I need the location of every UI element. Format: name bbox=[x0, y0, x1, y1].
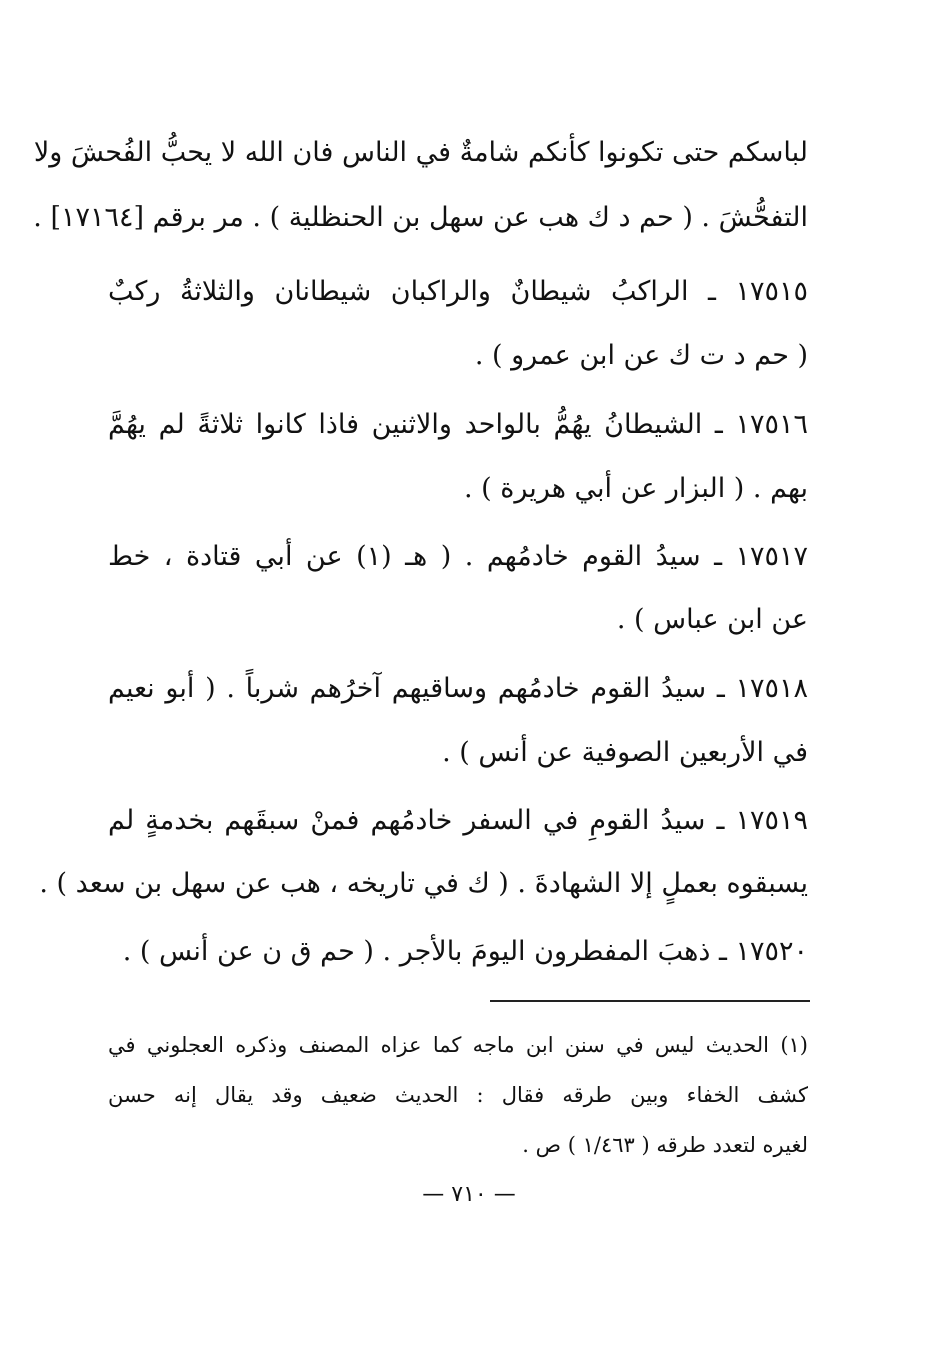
text-line-2: التفحُّشَ . ( حم د ك هب عن سهل بن الحنظلية ) . مر برقم [١٧١٦٤] . bbox=[33, 202, 808, 233]
hadith-17517-line-2: عن ابن عباس ) . bbox=[616, 604, 808, 635]
hadith-17515-line-1: ١٧٥١٥ ـ الراكبُ شيطانٌ والراكبان شيطانان والثلاثةُ ركبٌ bbox=[108, 276, 808, 307]
hadith-17518-line-1: ١٧٥١٨ ـ سيدُ القوم خادمُهم وساقيهم آخرُهم شرباً . ( أبو نعيم bbox=[108, 673, 808, 704]
hadith-17515-line-2: ( حم د ت ك عن ابن عمرو ) . bbox=[474, 340, 808, 371]
hadith-17516-line-1: ١٧٥١٦ ـ الشيطانُ يهُمُّ بالواحد والاثنين فاذا كانوا ثلاثةً لم يهُمَّ bbox=[108, 409, 808, 440]
hadith-17518-line-2: في الأربعين الصوفية عن أنس ) . bbox=[442, 737, 808, 768]
text-line-1: لباسكم حتى تكونوا كأنكم شامةٌ في الناس فان الله لا يحبُّ الفُحشَ ولا bbox=[33, 137, 808, 168]
footnote-line-1: (١) الحديث ليس في سنن ابن ماجه كما عزاه المصنف وذكره العجلوني في bbox=[108, 1033, 808, 1057]
hadith-17517-line-1: ١٧٥١٧ ـ سيدُ القوم خادمُهم . ( هـ (١) عن أبي قتادة ، خط bbox=[108, 541, 808, 572]
hadith-17519-line-1: ١٧٥١٩ ـ سيدُ القومِ في السفر خادمُهم فمنْ سبقَهم بخدمةٍ لم bbox=[108, 805, 808, 836]
hadith-17520-line-1: ١٧٥٢٠ ـ ذهبَ المفطرون اليومَ بالأجر . ( حم ق ن عن أنس ) . bbox=[122, 936, 808, 967]
footnote-line-2: كشف الخفاء وبين طرقه فقال : الحديث ضعيف وقد يقال إنه حسن bbox=[108, 1083, 808, 1107]
footnote-divider bbox=[490, 1000, 810, 1002]
footnote-line-3: لغيره لتعدد طرقه ( ١/٤٦٣ ) ص . bbox=[522, 1133, 808, 1157]
hadith-17516-line-2: بهم . ( البزار عن أبي هريرة ) . bbox=[463, 473, 808, 504]
page-number: — ٧١٠ — bbox=[422, 1182, 516, 1207]
hadith-17519-line-2: يسبقوه بعملٍ إلا الشهادةَ . ( ك في تاريخه ، هب عن سهل بن سعد ) . bbox=[39, 868, 808, 899]
